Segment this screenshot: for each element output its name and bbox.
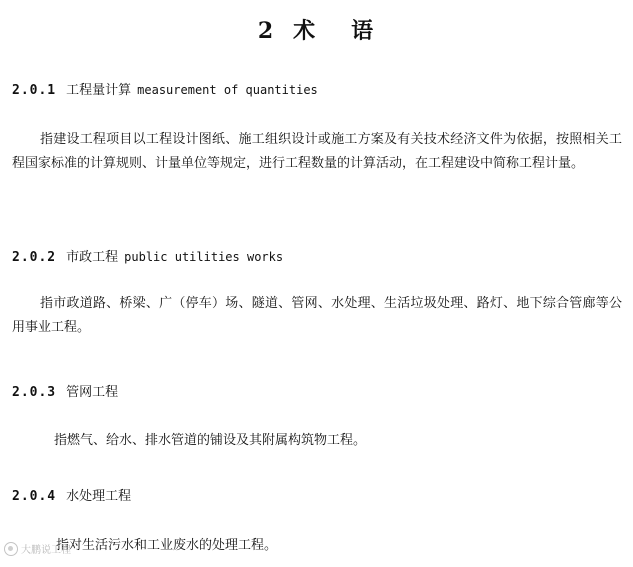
section-code: 2.0.2 [12, 250, 57, 265]
section-heading-2-0-4 [12, 485, 131, 504]
section-term-en: public utilities works [124, 250, 284, 264]
section-code: 2.0.1 [12, 83, 57, 98]
watermark [4, 541, 71, 556]
section-heading-2-0-2 [12, 246, 283, 265]
chapter-title-word-1: 术 [293, 18, 318, 44]
section-body-2-0-1: 指建设工程项目以工程设计图纸、施工组织设计或施工方案及有关技术经济文件为依据，按照相关工程国家标准的计算规则、计量单位等规定，进行工程数量的计算活动，在工程建设中简称工程计量。 [12, 132, 622, 171]
chapter-title [0, 14, 633, 45]
section-code: 2.0.3 [12, 385, 57, 400]
chapter-number: 2 [257, 18, 276, 44]
section-code: 2.0.4 [12, 489, 57, 504]
section-heading-2-0-1 [12, 79, 318, 98]
section-body-2-0-2: 指市政道路、桥梁、广（停车）场、隧道、管网、水处理、生活垃圾处理、路灯、地下综合管廊等公用事业工程。 [12, 296, 622, 335]
watermark-logo-icon [4, 542, 18, 556]
section-term-zh: 工程量计算 [66, 83, 132, 98]
chapter-title-word-2: 语 [351, 18, 376, 44]
section-body-2-0-3: 指燃气、给水、排水管道的铺设及其附属构筑物工程。 [54, 433, 367, 448]
section-body-2-0-4: 指对生活污水和工业废水的处理工程。 [56, 538, 278, 553]
section-term-zh: 管网工程 [66, 385, 119, 400]
section-term-zh: 市政工程 [66, 250, 119, 265]
section-term-zh: 水处理工程 [66, 489, 132, 504]
watermark-text: 大鹏说工程 [21, 545, 71, 556]
section-term-en: measurement of quantities [137, 83, 318, 97]
section-heading-2-0-3 [12, 381, 118, 400]
